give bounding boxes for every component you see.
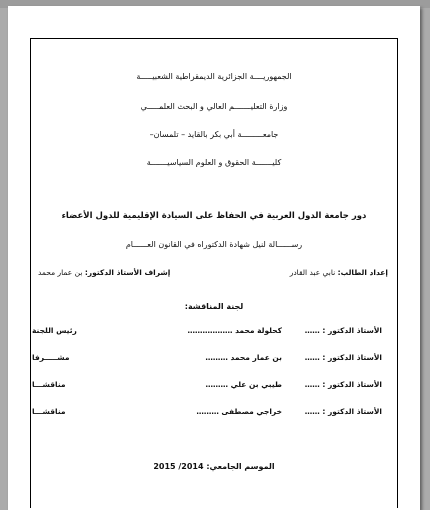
prepared-label: إعداد الطالب: bbox=[337, 268, 388, 277]
ministry-header: وزارة التعليـــــــم العالي و البحث العلمـــــي bbox=[140, 102, 288, 111]
academic-year: الموسم الجامعي: 2014/ 2015 bbox=[153, 462, 275, 471]
member-label: الأستاذ الدكتور : …… bbox=[304, 380, 382, 389]
member-name: طيبي بن علي ……… bbox=[205, 380, 282, 389]
faculty-header: كليـــــــة الحقوق و العلوم السياسيـــــــة bbox=[146, 158, 282, 167]
prepared-name: نابي عبد القادر bbox=[289, 268, 336, 277]
republic-header: الجمهوريــــة الجزائرية الديمقراطية الشعبيـــــة bbox=[136, 72, 292, 81]
supervised-by bbox=[38, 268, 170, 277]
thesis-subtitle: رســــــالة لنيل شهادة الدكتوراه في القانون العــــــام bbox=[125, 240, 303, 249]
document-page bbox=[8, 6, 420, 510]
member-role: مشـــــرفا bbox=[32, 353, 70, 362]
member-label: الأستاذ الدكتور : …… bbox=[304, 326, 382, 335]
member-label: الأستاذ الدكتور : …… bbox=[304, 353, 382, 362]
committee-member-row bbox=[32, 353, 382, 365]
member-name: كحلولة محمد ……………… bbox=[187, 326, 282, 335]
member-label: الأستاذ الدكتور : …… bbox=[304, 407, 382, 416]
committee-member-row bbox=[32, 326, 382, 338]
member-name: خراجي مصطفى ……… bbox=[196, 407, 282, 416]
committee-member-row bbox=[32, 407, 382, 419]
member-name: بن عمار محمد ……… bbox=[205, 353, 282, 362]
prepared-by bbox=[290, 268, 388, 277]
university-header: جامعـــــــــة أبي بكر بالقايد – تلمسان– bbox=[149, 130, 279, 139]
member-role: مناقشـــا bbox=[32, 407, 66, 416]
committee-title: لجنة المناقشة: bbox=[184, 302, 244, 311]
member-role: مناقشـــا bbox=[32, 380, 66, 389]
supervisor-label: إشراف الأستاذ الدكتور: bbox=[84, 268, 171, 277]
thesis-title: دور جامعة الدول العربية في الحفاظ على السيادة الإقليمية للدول الأعضاء bbox=[61, 211, 367, 221]
supervisor-name: بن عمار محمد bbox=[38, 268, 83, 277]
member-role: رئيس اللجنة bbox=[32, 326, 77, 335]
committee-member-row bbox=[32, 380, 382, 392]
